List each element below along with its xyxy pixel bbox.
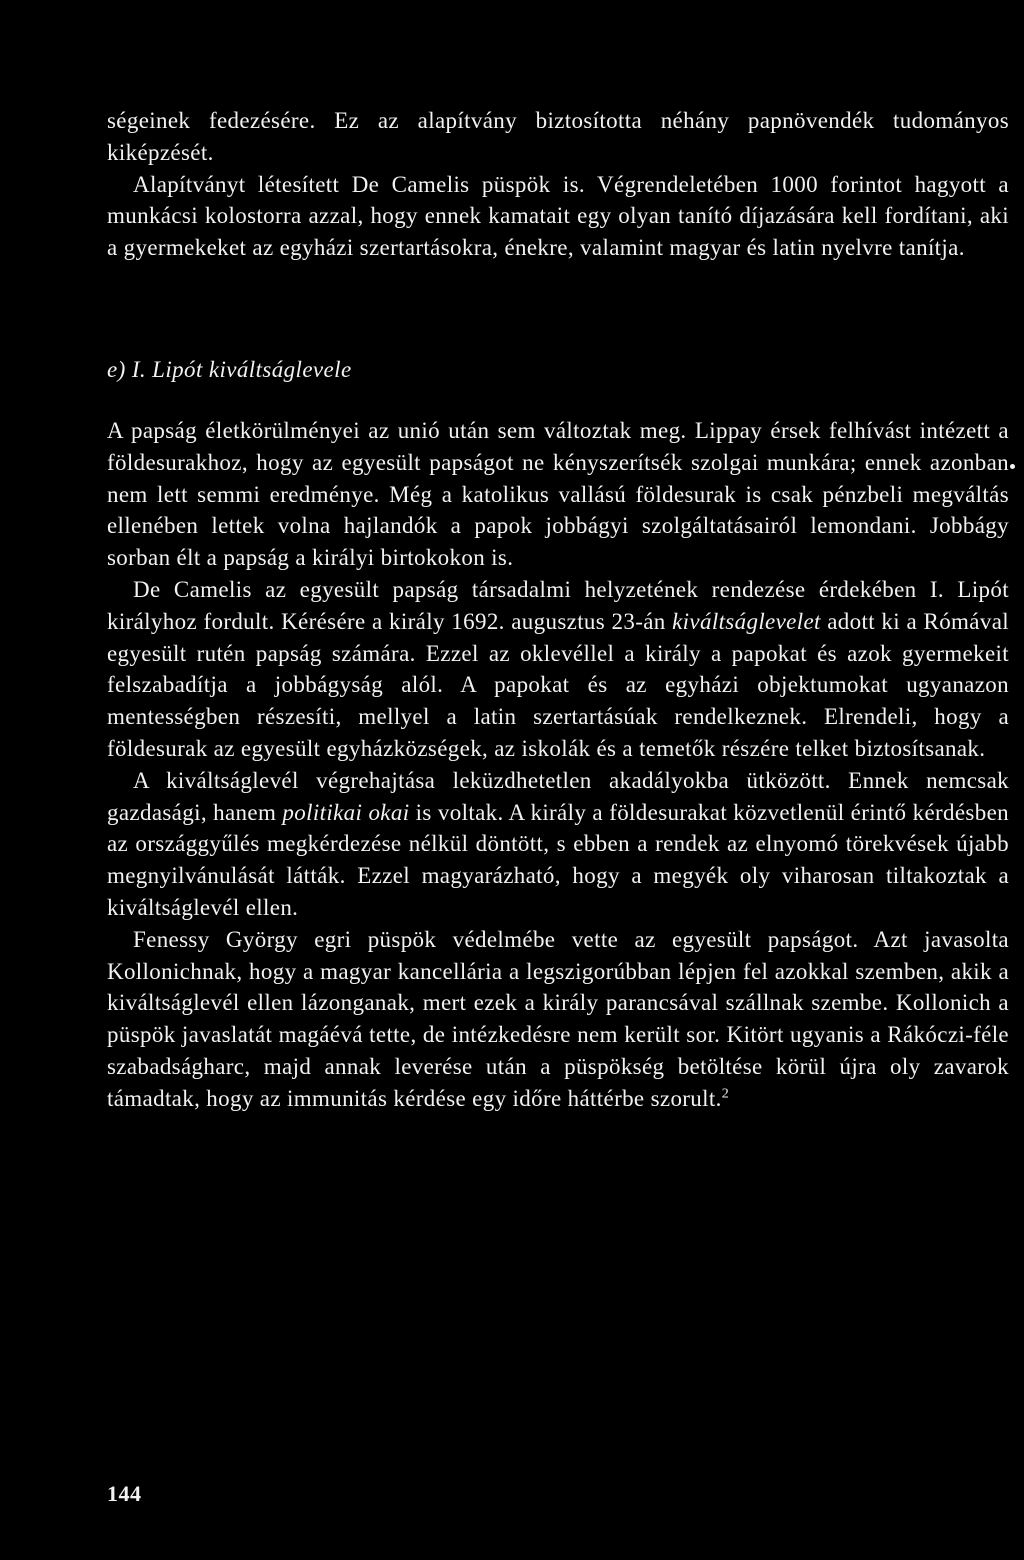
body-paragraph-2 [107, 574, 1009, 765]
body-text [107, 415, 1009, 1115]
section-heading: e) I. Lipót kiváltságlevele [107, 357, 352, 382]
body-paragraph-3 [107, 765, 1009, 924]
body-paragraph-4 [107, 924, 1009, 1115]
body-paragraph-3-end: is voltak. A király a földesurakat közvetlenül érintő kérdésben az országgyűlés megkérdezése nélkül döntött, s ebben a rendek az elnyomó törekvések újabb megnyilvánulását látták. Ezzel magyarázható, hogy a megyék oly viharosan tiltakoztak a kiváltságlevél ellen. [107, 799, 1009, 920]
body-paragraph-1: A papság életkörülményei az unió után sem változtak meg. Lippay érsek felhívást intézett a földesurakhoz, hogy az egyesült papságot ne kényszerítsék szolgai munkára; ennek azonban nem lett semmi eredménye. Még a katolikus vallású földesurak is csak pénzbeli megváltás ellenében lettek volna hajlandók a papok jobbágyi szolgáltatásairól lemondani. Jobbágy sorban élt a papság a királyi birtokokon is. [107, 418, 1009, 571]
page-number: 144 [107, 1481, 142, 1506]
intro-paragraph-2: Alapítványt létesített De Camelis püspök is. Végrendeletében 1000 forintot hagyott a munkácsi kolostorra azzal, hogy ennek kamatait egy olyan tanító díjazására kell fordítani, aki a gyermekeket az egyházi szertartásokra, énekre, valamint magyar és latin nyelvre tanítja. [107, 171, 1009, 261]
body-paragraph-2-start: De Camelis az egyesült papság társadalmi helyzetének rendezése érdekében I. Lipót királyhoz fordult. Kérésére a király 1692. augusztus 23-án [107, 576, 1009, 634]
footnote-reference: 2 [721, 1086, 730, 1102]
intro-paragraph-1: ségeinek fedezésére. Ez az alapítvány biztosította néhány papnövendék tudományos kiképzését. [107, 108, 1009, 165]
body-paragraph-2-italic: kiváltságlevelet [672, 608, 821, 634]
body-paragraph-4-text: Fenessy György egri püspök védelmébe vette az egyesült papságot. Azt javasolta Kollonichnak, hogy a magyar kancellária a legszigorúbban lépjen fel azokkal szemben, akik a kiváltságlevél ellen lázonganak, mert ezek a király parancsával szállnak szembe. Kollonich a püspök javaslatát magáévá tette, de intézkedésre nem került sor. Kitört ugyanis a Rákóczi-féle szabadságharc, majd annak leverése után a püspökség betöltése körül újra oly zavarok támadtak, hogy az immunitás kérdése egy időre háttérbe szorult. [107, 926, 1009, 1111]
intro-text [107, 105, 1009, 264]
body-paragraph-2-end: adott ki a Rómával egyesült rutén papság számára. Ezzel az oklevéllel a király a papokat és azok gyermekeit felszabadítja a jobbágyság alól. A papokat és az egyházi objektumokat ugyanazon mentességben részesíti, mellyel a latin szertartásúak rendelkeznek. Elrendeli, hogy a földesurak az egyesült egyházközségek, az iskolák és a temetők részére telket biztosítsanak. [107, 608, 1009, 761]
body-paragraph-3-start: A kiváltságlevél végrehajtása leküzdhetetlen akadályokba ütközött. Ennek nemcsak gazdasági, hanem [107, 767, 1009, 825]
print-speck [1010, 464, 1015, 469]
body-paragraph-3-italic: politikai okai [282, 799, 410, 825]
